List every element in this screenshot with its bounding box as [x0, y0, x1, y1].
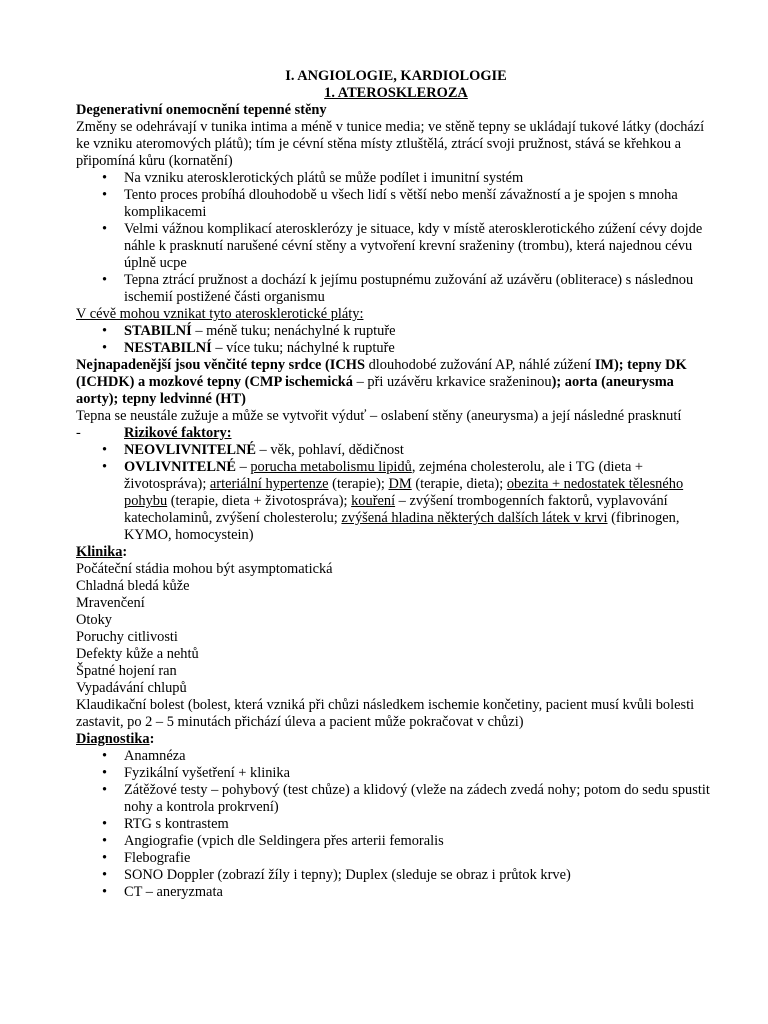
- endangered-text: ); aorta (aneurysma aorty); tepny ledvinné (HT): [76, 374, 674, 407]
- dash-marker: -: [76, 425, 81, 441]
- klinika-line: Počáteční stádia mohou být asymptomatická: [76, 561, 333, 577]
- klinika-line: Chladná bledá kůže: [76, 578, 190, 594]
- risk-desc: (fibrinogen, KYMO, homocystein): [124, 510, 680, 543]
- risk-desc: (terapie, dieta + životospráva);: [167, 493, 352, 509]
- risk-factors-heading-row: [76, 425, 716, 442]
- list-item: • Tepna ztrácí pružnost a dochází k jejímu postupnému zužování až uzávěru (obliterace) s následnou ischemií postižené části organismu: [76, 272, 716, 306]
- list-item: • Anamnéza: [76, 748, 716, 765]
- klinika-line: Otoky: [76, 612, 112, 628]
- list-item: • SONO Doppler (zobrazí žíly i tepny); Duplex (sleduje se obraz i průtok krve): [76, 867, 716, 884]
- bullet-list-general: [76, 170, 716, 306]
- list-item: [76, 323, 716, 340]
- list-item: • RTG s kontrastem: [76, 816, 716, 833]
- list-item: • Flebografie: [76, 850, 716, 867]
- klinika-line: Vypadávání chlupů: [76, 680, 187, 696]
- aneurysm-paragraph: Tepna se neustále zužuje a může se vytvořit výduť – oslabení stěny (aneurysma) a její následné prasknutí: [76, 408, 682, 424]
- risk-desc: kouření: [351, 493, 396, 509]
- risk-desc: porucha metabolismu lipidů: [250, 459, 412, 475]
- endangered-text: – při uzávěru krkavice sraženinou: [352, 374, 552, 390]
- list-item: • Tento proces probíhá dlouhodobě u všech lidí s větší nebo menší závažností a je spojen s mnoha komplikacemi: [76, 187, 716, 221]
- endangered-text: IM); tepny DK (ICHDK) a mozkové tepny (CMP ischemická: [76, 357, 687, 390]
- klinika-line: Defekty kůže a nehtů: [76, 646, 199, 662]
- diagnostika-heading-row: [76, 731, 716, 748]
- plate-desc: – méně tuku; nenáchylné k ruptuře: [191, 323, 396, 339]
- list-item: • Zátěžové testy – pohybový (test chůze) a klidový (vleže na zádech zvedá nohy; potom do sedu spustit nohy a kontrola prokrvení): [76, 782, 716, 816]
- risk-desc: zvýšená hladina některých dalších látek v krvi: [341, 510, 608, 526]
- claudication-paragraph: Klaudikační bolest (bolest, která vzniká při chůzi následkem ischemie končetiny, pacient musí kvůli bolesti zastavit, po 2 – 5 minutách přichází úleva a pacient může pokračovat v chůzi): [76, 697, 695, 730]
- list-item: • Velmi vážnou komplikací aterosklerózy je situace, kdy v místě aterosklerotického zúžení cévy dojde náhle k prasknutí narušené cévní stěny a vytvoření krevní sraženiny (trombu), která najednou cévu úplně ucpe: [76, 221, 716, 272]
- endangered-text: dlouhodobé zužování AP, náhlé zúžení: [365, 357, 595, 373]
- list-item: [76, 442, 716, 459]
- risk-desc: – věk, pohlaví, dědičnost: [255, 442, 404, 458]
- klinika-line: Mravenčení: [76, 595, 145, 611]
- plate-term: NESTABILNÍ: [124, 340, 212, 356]
- endangered-arteries-paragraph: [76, 357, 716, 408]
- klinika-heading: Klinika: [76, 544, 123, 560]
- heading-colon: :: [122, 544, 128, 560]
- risk-desc: , zejména cholesterolu, ale i TG (dieta + životospráva);: [124, 459, 644, 492]
- plate-desc: – více tuku; náchylné k ruptuře: [211, 340, 395, 356]
- risk-desc: obezita + nedostatek tělesného pohybu: [124, 476, 684, 509]
- list-item: • Na vzniku aterosklerotických plátů se může podílet i imunitní systém: [76, 170, 716, 187]
- risk-desc: –: [235, 459, 251, 475]
- bullet-list-plates: [76, 323, 716, 357]
- list-item: • Fyzikální vyšetření + klinika: [76, 765, 716, 782]
- risk-desc: – zvýšení trombogenních faktorů, vyplavování katecholaminů, zvýšení cholesterolu;: [124, 493, 668, 526]
- plates-heading: V cévě mohou vznikat tyto aterosklerotické pláty:: [76, 306, 364, 322]
- list-item: • CT – aneryzmata: [76, 884, 716, 901]
- document-title: I. ANGIOLOGIE, KARDIOLOGIE: [285, 68, 507, 84]
- risk-term: OVLIVNITELNÉ: [124, 459, 236, 475]
- klinika-line: Špatné hojení ran: [76, 663, 177, 679]
- bullet-list-diagnostika: [76, 748, 716, 901]
- risk-term: NEOVLIVNITELNÉ: [124, 442, 256, 458]
- list-item: [76, 459, 716, 544]
- bullet-list-risk: [76, 442, 716, 544]
- list-item: [76, 340, 716, 357]
- list-item: • Angiografie (vpich dle Seldingera přes arterii femoralis: [76, 833, 716, 850]
- risk-desc: (terapie, dieta);: [411, 476, 507, 492]
- risk-desc: DM: [388, 476, 412, 492]
- klinika-line: Poruchy citlivosti: [76, 629, 178, 645]
- diagnostika-heading: Diagnostika: [76, 731, 150, 747]
- section-heading-degenerative: Degenerativní onemocnění tepenné stěny: [76, 102, 327, 118]
- intro-paragraph: Změny se odehrávají v tunika intima a méně v tunice media; ve stěně tepny se ukládají tukové látky (dochází ke vzniku ateromových plátů); tím je cévní stěna místy ztluštělá, ztrácí svoji pružnost, stává se křehkou a připomíná kůru (kornatění): [76, 119, 705, 169]
- chapter-title: 1. ATEROSKLEROZA: [324, 85, 468, 101]
- document-page: [76, 68, 716, 901]
- risk-desc: arteriální hypertenze: [209, 476, 329, 492]
- klinika-heading-row: [76, 544, 716, 561]
- heading-colon: :: [149, 731, 155, 747]
- risk-desc: (terapie);: [328, 476, 389, 492]
- plate-term: STABILNÍ: [124, 323, 192, 339]
- endangered-text: Nejnapadenější jsou věnčité tepny srdce (ICHS: [76, 357, 366, 373]
- risk-factors-heading: Rizikové faktory:: [124, 425, 232, 441]
